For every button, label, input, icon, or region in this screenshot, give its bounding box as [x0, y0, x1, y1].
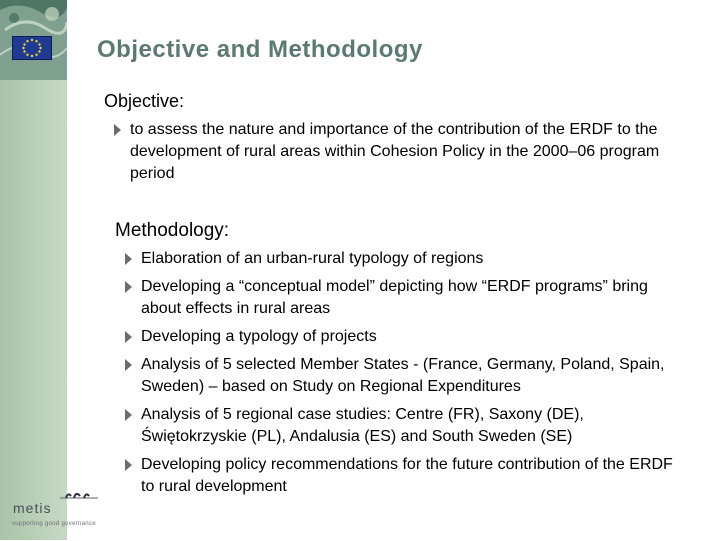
bullet-arrow-icon — [125, 281, 132, 293]
sidebar-strip — [0, 0, 67, 540]
methodology-item — [141, 326, 686, 348]
bullet-arrow-icon — [125, 331, 132, 343]
methodology-item — [141, 248, 686, 270]
methodology-item — [141, 354, 691, 398]
bullet-arrow-icon — [125, 409, 132, 421]
bullet-arrow-icon — [125, 459, 132, 471]
bullet-arrow-icon — [125, 253, 132, 265]
methodology-heading: Methodology: — [115, 220, 230, 241]
methodology-item-text: Developing a “conceptual model” depicting how “ERDF programs” bring about effects in rural areas — [141, 278, 648, 317]
bullet-arrow-icon — [125, 359, 132, 371]
methodology-item-text: Analysis of 5 selected Member States - (France, Germany, Poland, Spain, Sweden) – based on Study on Regional Expenditures — [141, 356, 665, 395]
objective-item — [130, 119, 670, 185]
slide-title: Objective and Methodology — [97, 36, 423, 63]
methodology-item — [141, 276, 686, 320]
logo-tagline: supporting good governance — [12, 521, 96, 527]
methodology-item — [141, 454, 686, 498]
methodology-item — [141, 404, 686, 448]
methodology-item-text: Developing policy recommendations for the future contribution of the ERDF to rural development — [141, 456, 673, 495]
bullet-arrow-icon — [114, 124, 121, 136]
eu-flag-icon — [12, 36, 52, 60]
objective-heading: Objective: — [104, 91, 185, 111]
methodology-item-text: Elaboration of an urban-rural typology of regions — [141, 250, 484, 267]
logo-name: metis — [13, 500, 52, 516]
objective-item-text: to assess the nature and importance of the contribution of the ERDF to the development of rural areas within Cohesion Policy in the 2000–06 program period — [130, 121, 660, 182]
methodology-item-text: Analysis of 5 regional case studies: Centre (FR), Saxony (DE), Świętokrzyskie (PL), Andalusia (ES) and South Sweden (SE) — [141, 406, 584, 445]
methodology-item-text: Developing a typology of projects — [141, 328, 377, 345]
